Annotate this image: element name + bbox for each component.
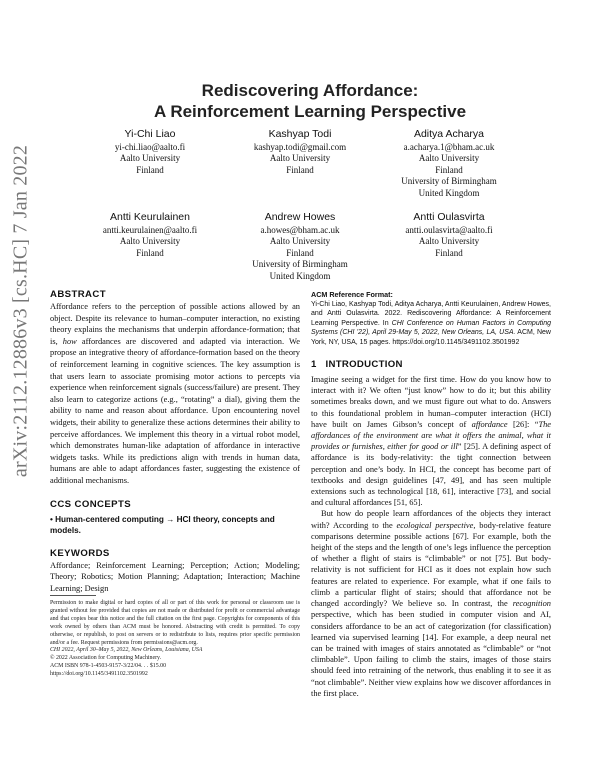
permission-notice: Permission to make digital or hard copies of all or part of this work for personal or classroom use is granted without fee provided that copies are not made or distributed for profit or commercial advantage and that copies bear this notice and the full citation on the first page. Copyrights for components of this work owned by others than ACM must be honored. Abstracting with credit is permitted. To copy otherwise, or republish, to post on servers or to redistribute to lists, requires prior specific permission and/or a fee. Request permissions from permissions@acm.org. — [50, 600, 300, 646]
title-line-1: Rediscovering Affordance: — [201, 81, 419, 100]
author-block — [75, 211, 225, 259]
reference-format-text: Yi-Chi Liao, Kashyap Todi, Aditya Acharya, Antti Keurulainen, Andrew Howes, and Antti Oulasvirta. 2022. Rediscovering Affordance: A Reinforcement Learning Perspective. In CHI Conference on Human Factors in Computing Systems (CHI ’22), April 29-May 5, 2022, New Orleans, LA, USA. ACM, New York, NY, USA, 15 pages. https://doi.org/10.1145/3491102.3501992 — [311, 301, 551, 346]
section-number: 1 — [311, 359, 317, 371]
author-email[interactable]: yi-chi.liao@aalto.fi — [114, 142, 186, 152]
author-email[interactable]: a.howes@bham.ac.uk — [260, 225, 340, 235]
arxiv-stamp — [8, 36, 34, 586]
title-line-2: A Reinforcement Learning Perspective — [153, 102, 467, 121]
author-block — [374, 128, 524, 199]
author-name: Aditya Acharya — [413, 128, 485, 140]
author-block — [374, 211, 524, 259]
author-name: Andrew Howes — [264, 211, 336, 223]
doi-link[interactable]: https://doi.org/10.1145/3491102.3501992 — [50, 671, 148, 678]
abstract-heading: ABSTRACT — [50, 289, 106, 300]
author-block — [75, 128, 225, 176]
author-country: Finland — [435, 247, 463, 258]
isbn-line: ACM ISBN 978-1-4503-9157-3/22/04. . . $15.00 — [50, 663, 167, 670]
author-email[interactable]: a.acharya.1@bham.ac.uk — [403, 142, 495, 152]
author-affiliation: Aalto University — [418, 236, 480, 247]
author-affiliation: Aalto University — [269, 236, 331, 247]
keywords-text: Affordance; Reinforcement Learning; Perception; Action; Modeling; Theory; Robotics; Motion Planning; Adaptation; Interaction; Machine Learning; Design — [50, 560, 300, 593]
author-country: Finland — [286, 247, 314, 258]
arxiv-stamp-text: arXiv:2112.12886v3 [cs.HC] 7 Jan 2022 — [9, 144, 32, 478]
author-affiliation: Aalto University — [119, 236, 181, 247]
author-email[interactable]: kashyap.todi@gmail.com — [253, 142, 347, 152]
author-affiliation: University of Birmingham — [252, 259, 348, 270]
section-title: INTRODUCTION — [325, 359, 403, 371]
abstract-text: Affordance refers to the perception of possible actions allowed by an object. Despite its relevance to human–computer interaction, no existing theory explains the mechanisms that underpin affordance-formation; that is, how affordances are discovered and adapted via interaction. We propose an integrative theory of affordance-formation based on the theory of reinforcement learning in cognitive sciences. The key assumption is that users learn to associate promising motor actions to percepts via experience when reinforcement signals (success/failure) are present. They also learn to categorize actions (e.g., “rotating” a dial), giving them the ability to name and reason about affordance. Upon encountering novel widgets, their ability to generalize these actions determines their ability to perceive affordances. We implement this theory in a virtual robot model, which demonstrates human-like adaptation of affordance in interactive widgets tasks. While its predictions align with trends in human data, humans are able to adapt affordances faster, suggesting the existence of additional mechanisms. — [50, 302, 300, 485]
author-country: United Kingdom — [269, 270, 331, 281]
author-email[interactable]: antti.oulasvirta@aalto.fi — [405, 225, 493, 235]
author-affiliation: Aalto University — [119, 153, 181, 164]
author-name: Antti Oulasvirta — [413, 211, 485, 223]
reference-format-heading: ACM Reference Format: — [311, 290, 393, 299]
author-country: Finland — [136, 164, 164, 175]
author-name: Kashyap Todi — [268, 128, 332, 140]
author-country: United Kingdom — [418, 187, 480, 198]
author-email[interactable]: antti.keurulainen@aalto.fi — [102, 225, 198, 235]
author-country: Finland — [435, 164, 463, 175]
author-affiliation: University of Birmingham — [401, 176, 497, 187]
author-affiliation: Aalto University — [418, 153, 480, 164]
author-block — [225, 128, 375, 176]
paper-title — [50, 80, 570, 122]
author-name: Antti Keurulainen — [110, 211, 190, 223]
ccs-text: • Human-centered computing → HCI theory, concepts and models. — [50, 514, 275, 535]
intro-paragraph-2: But how do people learn affordances of the objects they interact with? According to the ecological perspective, body-relative feature comparisons determine possible actions [67]. For example, both the height of the steps and the length of one’s legs influence the perception of whether a flight of stairs is “climbable” or not [75]. But body-relativity is not sufficient for HCI as it does not explain how such features are related to experience. For example, what if one fails to climb a particular flight of stairs; should that affordance not be changed accordingly? We believe so. In contrast, the recognition perspective, which has been studied in computer vision and AI, considers affordance to be an act of categorization (for classification) learned via supervised learning [14]. For example, a deep neural net can be trained with images of stairs annotated as “climbable” or “not climbable”. Upon failing to climb the stairs, images of those stairs should feed into retraining of the network, thus enabling it to see it as “not climbable”. Neither view explains how we discover affordances in the first place. — [311, 509, 551, 698]
author-country: Finland — [286, 164, 314, 175]
copyright-footnote — [50, 600, 300, 679]
venue-line: CHI 2022, April 30–May 5, 2022, New Orleans, Louisiana, USA — [50, 647, 203, 654]
footnote-divider — [50, 595, 96, 596]
copyright-line: © 2022 Association for Computing Machinery. — [50, 655, 162, 662]
author-affiliation: Aalto University — [269, 153, 331, 164]
author-name: Yi-Chi Liao — [124, 128, 176, 140]
right-column — [311, 290, 551, 699]
introduction-heading — [311, 359, 551, 370]
author-country: Finland — [136, 247, 164, 258]
intro-paragraph-1: Imagine seeing a widget for the first time. How do you know how to interact with it? We often “just know” how to do it; but this ability sometimes breaks down, and we must figure out what to do. Answers to this foundational problem in human–computer interaction (HCI) have built on James Gibson’s concept of affordance [26]: “The affordances of the environment are what it offers the animal, what it provides or furnishes, either for good or ill” [25]. A defining aspect of affordance is its body-relativity: the tight connection between perception and one’s body. In HCI, the concept has become part of textbooks and design guidelines [47, 49], and has seen multiple extensions such as technological [18, 61], interactive [73], and social and cultural affordances [51, 65]. — [311, 375, 551, 508]
left-column — [50, 288, 300, 594]
author-block — [225, 211, 375, 282]
keywords-heading: KEYWORDS — [50, 547, 110, 559]
ccs-heading: CCS CONCEPTS — [50, 498, 132, 510]
